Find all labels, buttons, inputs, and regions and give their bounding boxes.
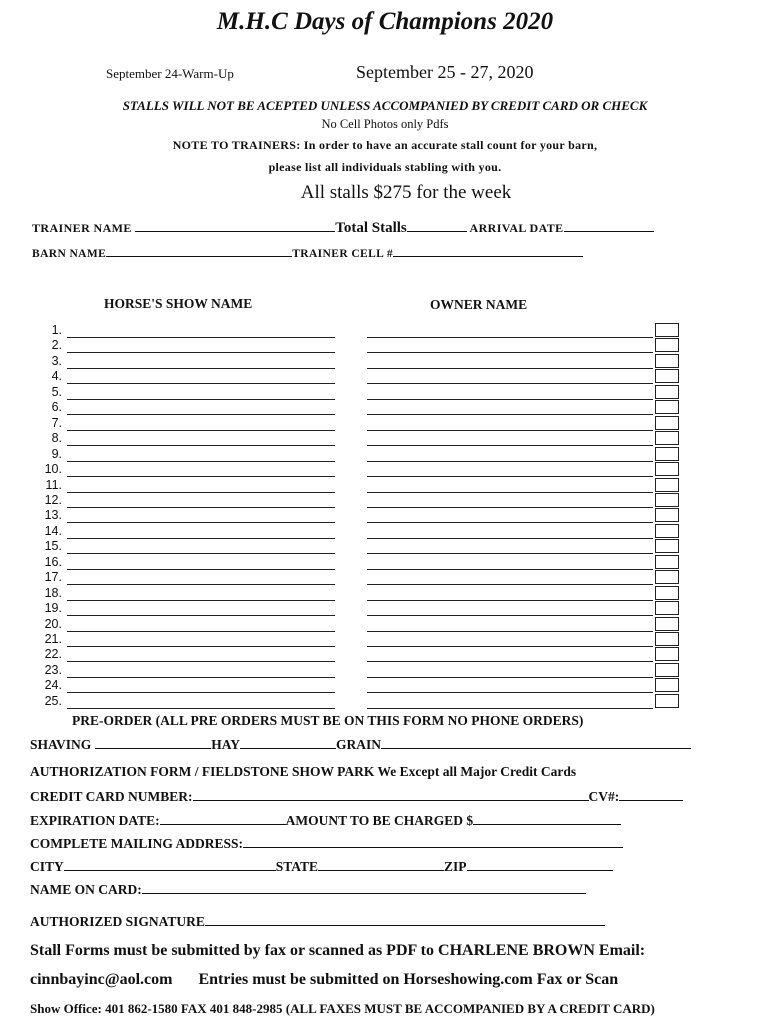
expiration-field[interactable] (160, 813, 286, 825)
stall-checkbox[interactable] (655, 338, 679, 352)
authorization-title: AUTHORIZATION FORM / FIELDSTONE SHOW PARK We Except all Major Credit Cards (30, 764, 577, 779)
owner-name-field[interactable] (367, 461, 653, 462)
barn-row (32, 245, 583, 260)
zip-field[interactable] (467, 859, 613, 871)
stall-checkbox[interactable] (655, 632, 679, 646)
row-number: 18. (44, 585, 62, 600)
card-number-field[interactable] (193, 789, 589, 801)
stall-checkbox[interactable] (655, 323, 679, 337)
form-title: M.H.C Days of Champions 2020 (216, 8, 554, 35)
row-number: 10. (44, 462, 62, 477)
horse-name-field[interactable] (67, 708, 335, 709)
horse-name-field[interactable] (67, 646, 335, 647)
city-label: CITY (30, 859, 64, 874)
stall-checkbox[interactable] (655, 508, 679, 522)
stall-checkbox[interactable] (655, 462, 679, 476)
stall-checkbox[interactable] (655, 354, 679, 368)
horse-name-field[interactable] (67, 661, 335, 662)
signature-row (30, 914, 605, 930)
row-number: 6. (51, 400, 62, 415)
cv-label: CV#: (588, 789, 620, 804)
show-office-contact: Show Office: 401 862-1580 FAX 401 848-2985 (ALL FAXES MUST BE ACCOMPANIED BY A CREDIT CARD) (30, 1001, 655, 1016)
amount-label: AMOUNT TO BE CHARGED $ (285, 813, 474, 828)
show-dates: September 25 - 27, 2020 (356, 62, 534, 82)
row-number: 14. (44, 523, 62, 538)
row-number: 21. (44, 632, 62, 646)
stall-checkbox[interactable] (655, 369, 679, 383)
expiration-label: EXPIRATION DATE: (30, 813, 160, 828)
trainer-name-label: TRAINER NAME (32, 221, 132, 235)
row-number: 3. (51, 353, 62, 368)
horse-name-field[interactable] (67, 492, 335, 493)
stall-checkbox[interactable] (655, 416, 679, 430)
name-on-card-label: NAME ON CARD: (30, 882, 142, 897)
row-number: 7. (51, 415, 62, 430)
stall-checkbox[interactable] (655, 400, 679, 414)
trainer-name-field[interactable] (135, 220, 335, 232)
trainer-cell-field[interactable] (393, 245, 583, 257)
shaving-field[interactable] (95, 737, 211, 749)
stall-price: All stalls $275 for the week (300, 182, 512, 203)
trainer-note-line1: NOTE TO TRAINERS: In order to have an accurate stall count for your barn, (172, 138, 598, 152)
stall-checkbox[interactable] (655, 647, 679, 661)
stall-checkbox[interactable] (655, 663, 679, 677)
barn-name-field[interactable] (106, 245, 292, 257)
hay-label: HAY (211, 737, 241, 752)
mailing-label: COMPLETE MAILING ADDRESS: (30, 836, 244, 851)
owner-name-field[interactable] (367, 569, 653, 570)
owner-name-field[interactable] (367, 414, 653, 415)
arrival-date-field[interactable] (564, 220, 654, 232)
amount-field[interactable] (473, 813, 621, 825)
horse-name-field[interactable] (67, 399, 335, 400)
state-label: STATE (275, 859, 319, 874)
stall-checkbox[interactable] (655, 539, 679, 553)
barn-name-label: BARN NAME (32, 248, 107, 260)
horse-name-field[interactable] (67, 692, 335, 693)
owner-name-header: OWNER NAME (430, 297, 528, 312)
row-number: 4. (51, 369, 62, 384)
stall-checkbox[interactable] (655, 447, 679, 461)
signature-label: AUTHORIZED SIGNATURE (30, 914, 205, 929)
row-number: 12. (44, 492, 62, 507)
name-on-card-field[interactable] (142, 882, 586, 894)
horse-name-field[interactable] (67, 461, 335, 462)
row-number: 8. (51, 431, 62, 446)
horse-name-field[interactable] (67, 445, 335, 446)
row-number: 1. (51, 323, 62, 337)
stall-checkbox[interactable] (655, 478, 679, 492)
cv-field[interactable] (619, 789, 683, 801)
stalls-warning: STALLS WILL NOT BE ACEPTED UNLESS ACCOMPANIED BY CREDIT CARD OR CHECK (122, 98, 648, 113)
submission-note: Stall Forms must be submitted by fax or scanned as PDF to CHARLENE BROWN Email: (30, 942, 646, 959)
contact-email[interactable]: cinnbayinc@aol.com (30, 971, 173, 988)
trainer-note-line2: please list all individuals stabling with you. (268, 160, 502, 174)
stall-checkbox[interactable] (655, 570, 679, 584)
row-number: 25. (44, 693, 62, 708)
owner-name-field[interactable] (367, 708, 653, 709)
row-number: 17. (44, 570, 62, 585)
owner-name-field[interactable] (367, 646, 653, 647)
shaving-label: SHAVING (30, 737, 92, 752)
owner-name-field[interactable] (367, 507, 653, 508)
signature-field[interactable] (205, 914, 605, 926)
warmup-date: September 24-Warm-Up (106, 66, 234, 81)
trainer-row (32, 220, 654, 237)
entries-row (30, 971, 618, 989)
card-number-row (30, 789, 683, 805)
horse-name-field[interactable] (67, 414, 335, 415)
mailing-row (30, 836, 623, 852)
owner-name-field[interactable] (367, 692, 653, 693)
row-number: 19. (44, 601, 62, 616)
owner-name-field[interactable] (367, 677, 653, 678)
horse-name-field[interactable] (67, 430, 335, 431)
owner-name-field[interactable] (367, 368, 653, 369)
row-number: 2. (51, 338, 62, 353)
stall-checkbox[interactable] (655, 694, 679, 708)
row-number: 23. (44, 662, 62, 677)
owner-name-field[interactable] (367, 615, 653, 616)
row-number: 20. (44, 616, 62, 631)
row-number: 16. (44, 554, 62, 569)
total-stalls-label: Total Stalls (335, 220, 407, 236)
owner-name-field[interactable] (367, 337, 653, 338)
preorder-row (30, 737, 691, 753)
entries-note: Entries must be submitted on Horseshowing.com Fax or Scan (198, 971, 619, 988)
mailing-field[interactable] (243, 836, 623, 848)
arrival-date-label: ARRIVAL DATE (469, 221, 564, 235)
owner-name-field[interactable] (367, 631, 653, 632)
total-stalls-field[interactable] (407, 220, 467, 232)
stall-checkbox[interactable] (655, 586, 679, 600)
horse-name-field[interactable] (67, 584, 335, 585)
owner-name-field[interactable] (367, 661, 653, 662)
owner-name-field[interactable] (367, 445, 653, 446)
stall-checkbox[interactable] (655, 601, 679, 615)
owner-name-field[interactable] (367, 584, 653, 585)
name-on-card-row (30, 882, 586, 898)
owner-name-field[interactable] (367, 492, 653, 493)
row-number: 11. (45, 477, 62, 492)
horse-name-field[interactable] (67, 569, 335, 570)
owner-name-field[interactable] (367, 383, 653, 384)
horse-name-field[interactable] (67, 337, 335, 338)
owner-name-field[interactable] (367, 538, 653, 539)
owner-name-field[interactable] (367, 600, 653, 601)
horse-name-field[interactable] (67, 538, 335, 539)
card-number-label: CREDIT CARD NUMBER: (30, 789, 193, 804)
trainer-cell-label: TRAINER CELL # (292, 248, 394, 260)
horse-name-field[interactable] (67, 631, 335, 632)
city-row (30, 859, 613, 875)
owner-name-field[interactable] (367, 553, 653, 554)
horse-name-field[interactable] (67, 368, 335, 369)
owner-name-field[interactable] (367, 476, 653, 477)
horse-name-field[interactable] (67, 352, 335, 353)
owner-name-field[interactable] (367, 430, 653, 431)
stall-checkbox[interactable] (655, 431, 679, 445)
zip-label: ZIP (444, 859, 467, 874)
row-number: 24. (44, 678, 62, 693)
horse-name-field[interactable] (67, 553, 335, 554)
horse-name-field[interactable] (67, 522, 335, 523)
state-field[interactable] (318, 859, 444, 871)
horse-name-header: HORSE'S SHOW NAME (104, 296, 253, 311)
hay-field[interactable] (240, 737, 336, 749)
stall-checkbox[interactable] (655, 385, 679, 399)
row-number: 9. (51, 446, 62, 461)
horse-name-field[interactable] (67, 476, 335, 477)
owner-name-field[interactable] (367, 399, 653, 400)
stall-checkbox[interactable] (655, 678, 679, 692)
row-number: 5. (51, 384, 62, 399)
horse-name-field[interactable] (67, 677, 335, 678)
preorder-title: PRE-ORDER (ALL PRE ORDERS MUST BE ON THIS FORM NO PHONE ORDERS) (72, 713, 584, 728)
stall-checkbox[interactable] (655, 555, 679, 569)
row-number: 15. (44, 539, 62, 554)
stall-checkbox[interactable] (655, 493, 679, 507)
city-field[interactable] (64, 859, 276, 871)
owner-name-field[interactable] (367, 522, 653, 523)
grain-label: GRAIN (336, 737, 382, 752)
horse-name-field[interactable] (67, 507, 335, 508)
stall-checkbox[interactable] (655, 617, 679, 631)
stall-checkbox[interactable] (655, 524, 679, 538)
expiration-row (30, 813, 621, 829)
grain-field[interactable] (381, 737, 691, 749)
horse-name-field[interactable] (67, 600, 335, 601)
owner-name-field[interactable] (367, 352, 653, 353)
horse-name-field[interactable] (67, 383, 335, 384)
row-number: 13. (44, 508, 62, 523)
row-number: 22. (44, 647, 62, 662)
no-cell-note: No Cell Photos only Pdfs (321, 117, 449, 131)
horse-name-field[interactable] (67, 615, 335, 616)
